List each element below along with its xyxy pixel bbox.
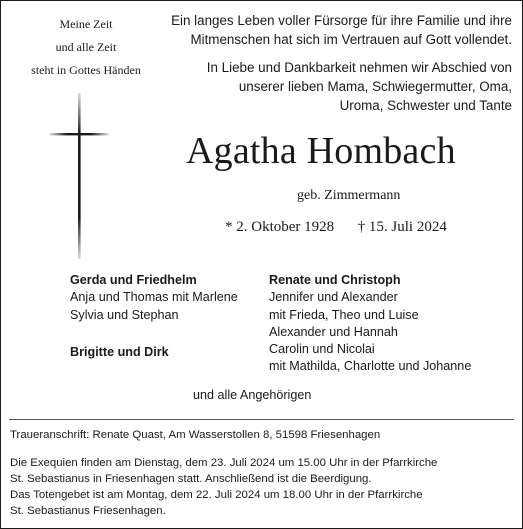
family-line: mit Frieda, Theo und Luise: [269, 307, 419, 322]
service-line: Das Totengebet ist am Montag, dem 22. Juli 2024 um 18.00 Uhr in der Pfarrkirche: [10, 488, 423, 501]
birth-date: * 2. Oktober 1928: [225, 219, 335, 235]
life-dates: [225, 219, 447, 236]
verse-line: und alle Zeit: [55, 40, 117, 54]
intro-line: unserer lieben Mama, Schwiegermutter, Oma,: [238, 79, 512, 94]
divider: [9, 419, 514, 420]
family-line: Alexander und Hannah: [269, 324, 398, 339]
intro-line: In Liebe und Dankbarkeit nehmen wir Abschied von: [206, 60, 512, 75]
intro-line: Uroma, Schwester und Tante: [339, 98, 512, 113]
family-line: Carolin und Nicolai: [269, 342, 375, 357]
cross-icon: [49, 93, 109, 259]
service-line: Die Exequien finden am Dienstag, dem 23. Juli 2024 um 15.00 Uhr in der Pfarrkirche: [10, 457, 438, 469]
family-line: Jennifer und Alexander: [269, 290, 398, 305]
family-line: Anja und Thomas mit Marlene: [70, 290, 238, 305]
service-line: St. Sebastianus in Friesenhagen statt. Anschließend ist die Beerdigung.: [10, 472, 372, 485]
mourning-address: Traueranschrift: Renate Quast, Am Wasserstollen 8, 51598 Friesenhagen: [10, 429, 381, 441]
family-line: mit Mathilda, Charlotte und Johanne: [269, 359, 472, 374]
verse-line: steht in Gottes Händen: [31, 63, 141, 77]
service-details: [10, 456, 514, 520]
family-head: Brigitte und Dirk: [70, 345, 169, 359]
all-relatives: und alle Angehörigen: [193, 388, 312, 402]
farewell-text: [152, 58, 512, 115]
intro-line: Ein langes Leben voller Fürsorge für ihre Familie und ihre: [171, 13, 512, 28]
family-line: Sylvia und Stephan: [70, 307, 179, 322]
mourners-right: [269, 272, 471, 376]
service-line: St. Sebastianus Friesenhagen.: [10, 504, 166, 517]
maiden-name: geb. Zimmermann: [297, 188, 401, 203]
mourners-left-2: [70, 344, 169, 361]
deceased-name: Agatha Hombach: [186, 130, 456, 172]
intro-line: Mitmenschen hat sich im Vertrauen auf Gott vollendet.: [190, 32, 512, 47]
verse: [11, 13, 161, 82]
death-date: † 15. Juli 2024: [357, 219, 447, 235]
verse-line: Meine Zeit: [59, 17, 113, 31]
family-head: Renate und Christoph: [269, 273, 401, 287]
family-head: Gerda und Friedhelm: [70, 273, 197, 287]
intro-text: [152, 11, 512, 49]
mourners-left: [70, 272, 238, 324]
